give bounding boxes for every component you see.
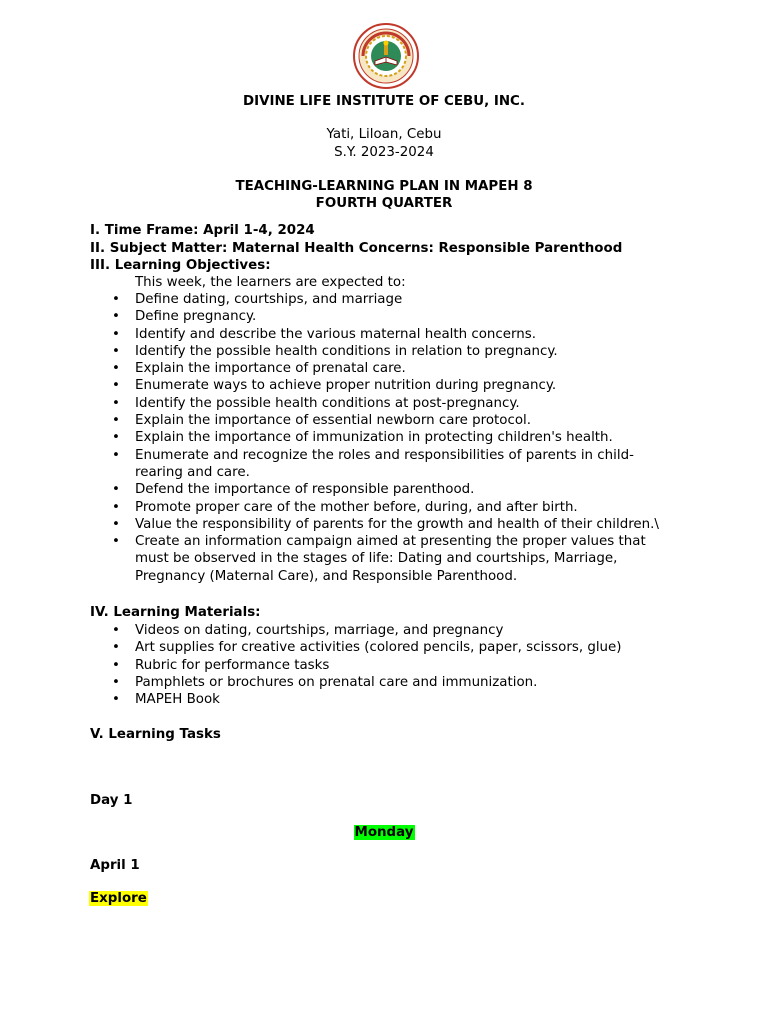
list-item: • Enumerate and recognize the roles and responsibilities of parents in child-rearing and care. [0, 447, 665, 482]
objectives-list [0, 291, 665, 585]
list-item: • Rubric for performance tasks [0, 657, 665, 674]
weekday-highlight: Monday [354, 825, 414, 840]
list-item: • Videos on dating, courtships, marriage, and pregnancy [0, 622, 665, 639]
objectives-heading: III. Learning Objectives: [90, 258, 271, 273]
school-seal-logo [353, 23, 419, 89]
list-item: • Defend the importance of responsible parenthood. [0, 481, 665, 498]
list-item: • Value the responsibility of parents for the growth and health of their children.\ [0, 516, 665, 533]
list-item: • Define pregnancy. [0, 308, 665, 325]
phase-highlight: Explore [90, 891, 147, 906]
plan-title: TEACHING-LEARNING PLAN IN MAPEH 8 [235, 179, 533, 194]
list-item: • Promote proper care of the mother before, during, and after birth. [0, 499, 665, 516]
quarter-label: FOURTH QUARTER [315, 196, 453, 211]
list-item: • Explain the importance of immunization in protecting children's health. [0, 429, 665, 446]
list-item: • Identify and describe the various maternal health concerns. [0, 326, 665, 343]
list-item: • Identify the possible health conditions in relation to pregnancy. [0, 343, 665, 360]
list-item: • Explain the importance of essential newborn care protocol. [0, 412, 665, 429]
school-name: DIVINE LIFE INSTITUTE OF CEBU, INC. [243, 94, 525, 109]
list-item: • Art supplies for creative activities (colored pencils, paper, scissors, glue) [0, 639, 665, 656]
list-item: • Create an information campaign aimed at presenting the proper values that must be observed in the stages of life: Dating and courtships, Marriage, Pregnancy (Maternal Care), and Responsible Parenthood. [0, 533, 665, 585]
list-item: • Identify the possible health conditions at post-pregnancy. [0, 395, 665, 412]
list-item: • Define dating, courtships, and marriage [0, 291, 665, 308]
date-label: April 1 [90, 858, 140, 873]
subject-matter: II. Subject Matter: Maternal Health Concerns: Responsible Parenthood [90, 241, 623, 256]
materials-heading: IV. Learning Materials: [90, 605, 261, 620]
time-frame: I. Time Frame: April 1-4, 2024 [90, 223, 315, 238]
day-label: Day 1 [90, 793, 133, 808]
school-address: Yati, Liloan, Cebu [326, 127, 442, 142]
tasks-heading: V. Learning Tasks [90, 727, 221, 742]
list-item: • Pamphlets or brochures on prenatal care and immunization. [0, 674, 665, 691]
materials-list [0, 622, 665, 708]
list-item: • Explain the importance of prenatal care. [0, 360, 665, 377]
objectives-intro: This week, the learners are expected to: [135, 275, 406, 290]
list-item: • Enumerate ways to achieve proper nutrition during pregnancy. [0, 377, 665, 394]
school-year: S.Y. 2023-2024 [334, 145, 434, 160]
list-item: • MAPEH Book [0, 691, 665, 708]
weekday-label [0, 824, 768, 841]
phase-label [89, 890, 148, 907]
